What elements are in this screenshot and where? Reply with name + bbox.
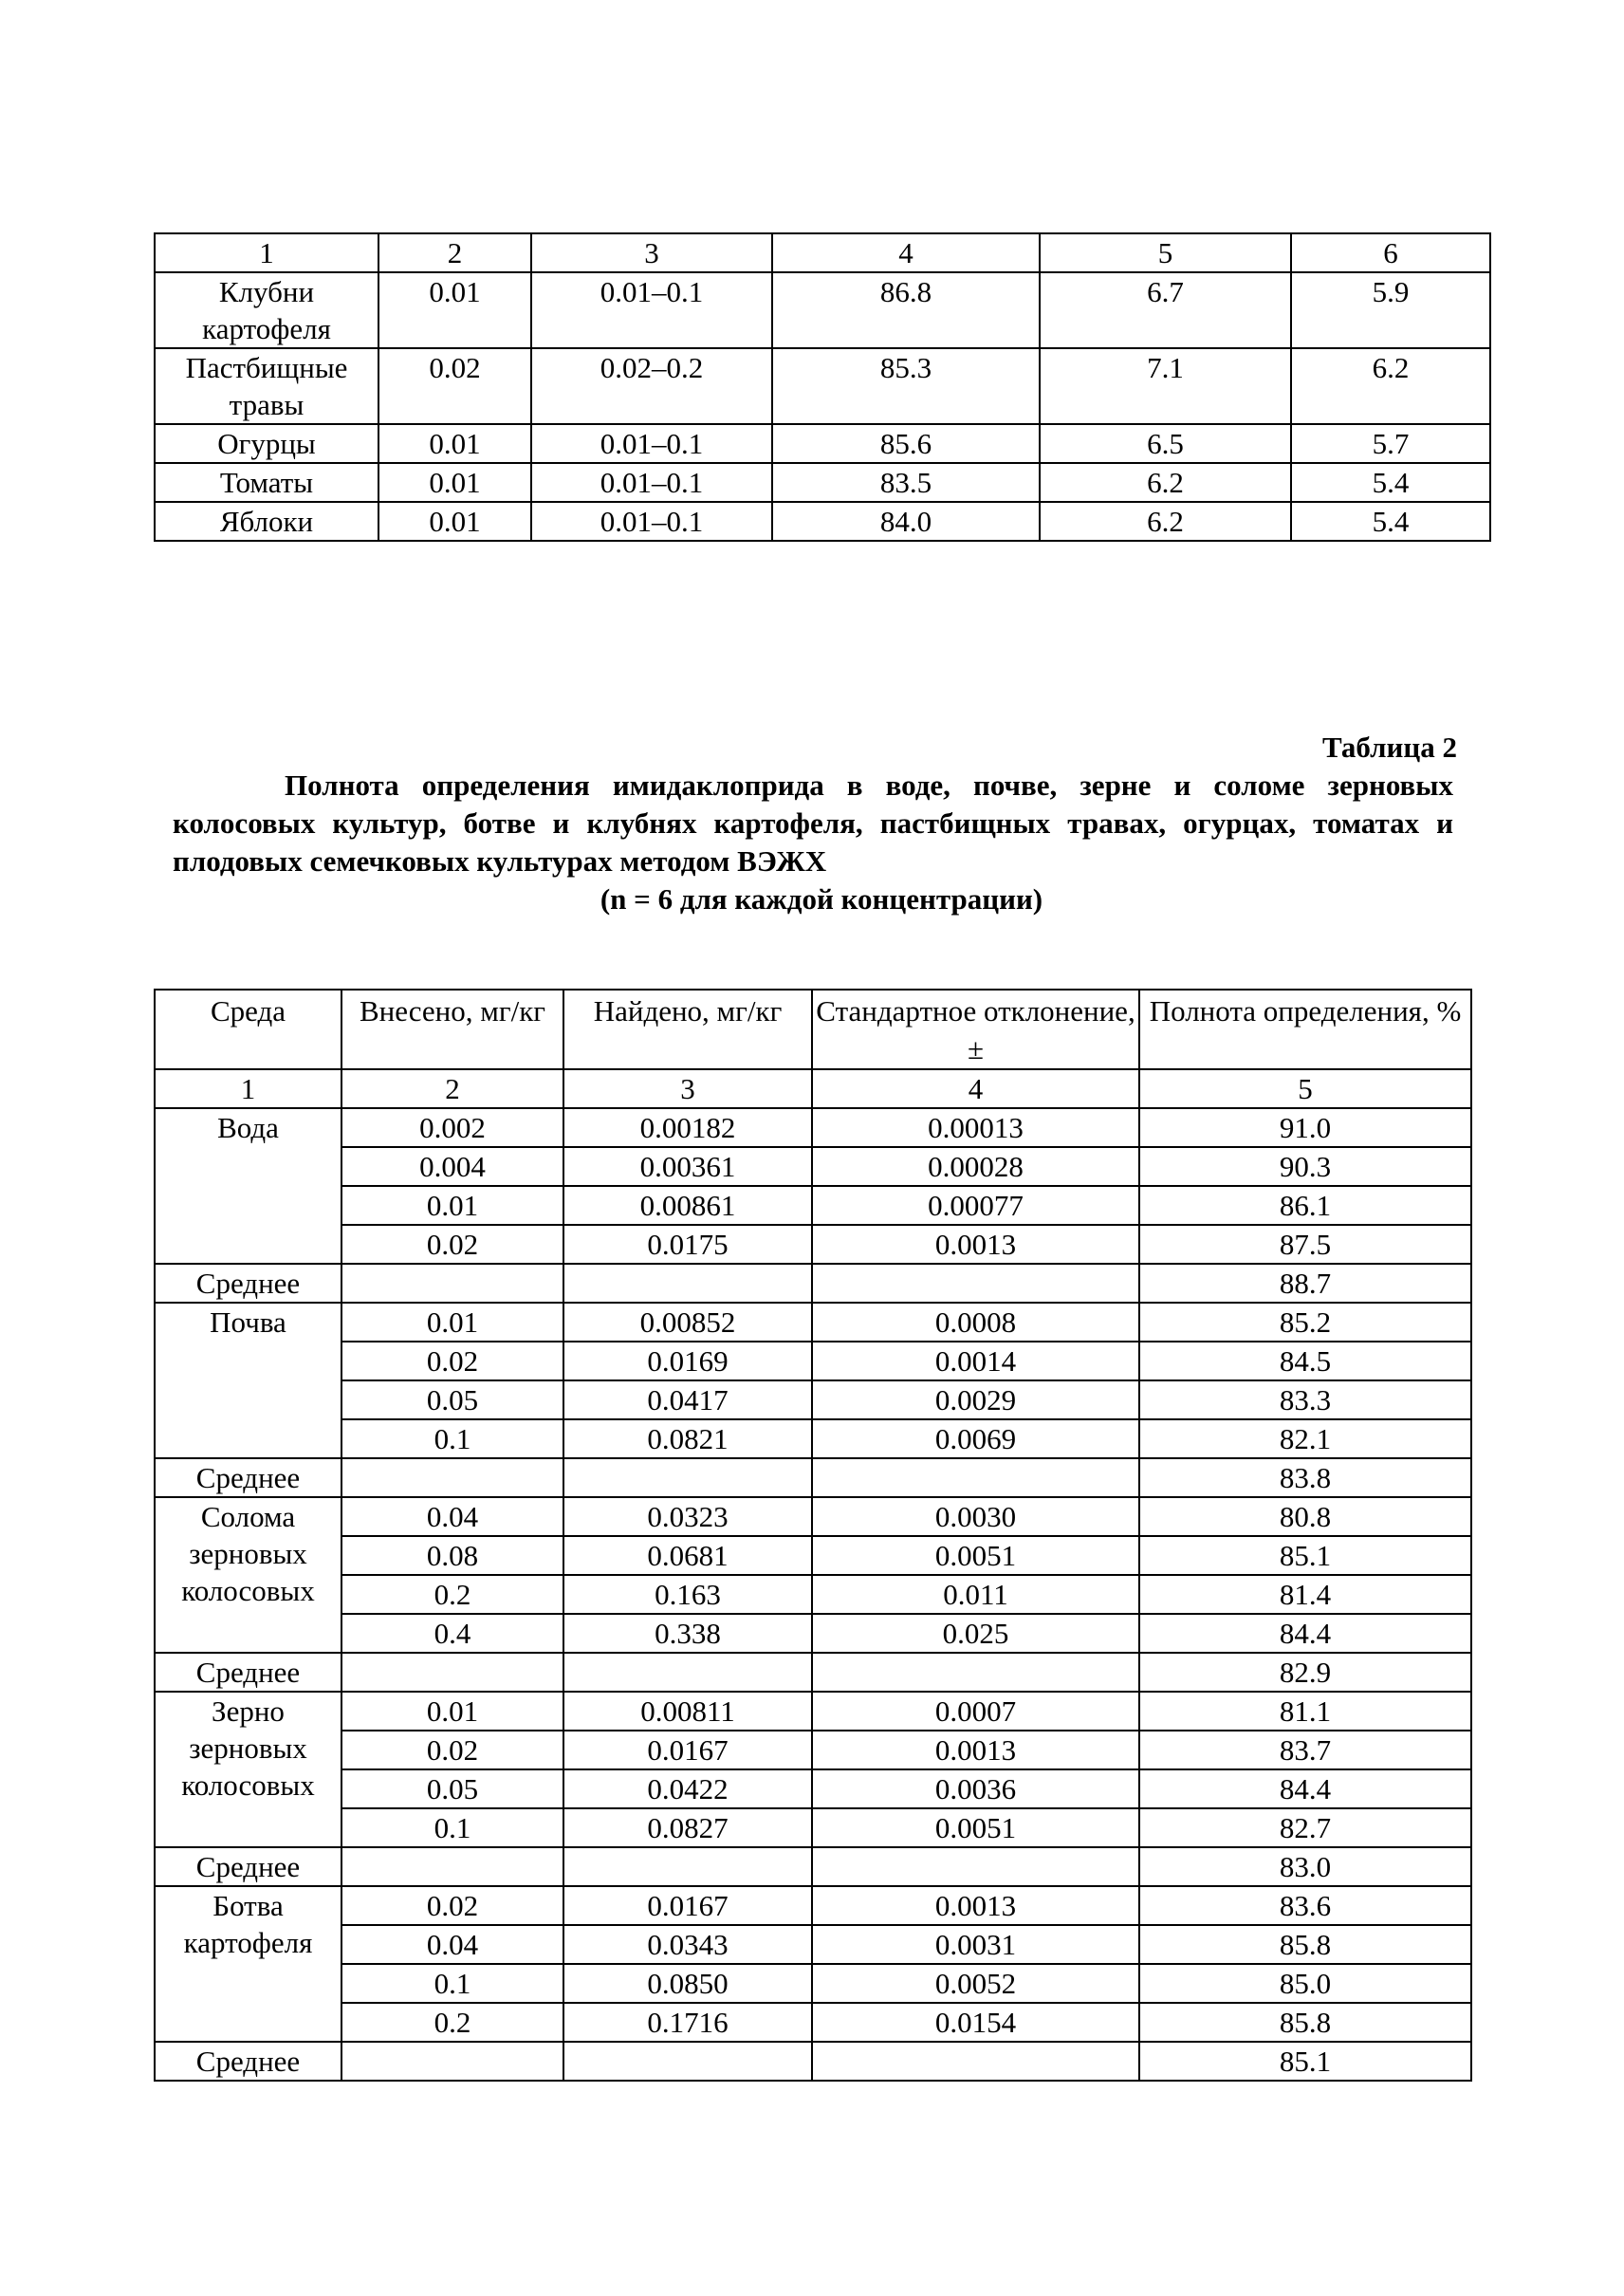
empty-cell	[563, 2042, 812, 2081]
value-cell: 0.05	[341, 1380, 563, 1419]
value-cell: 0.01	[341, 1692, 563, 1731]
value-cell: 0.08	[341, 1536, 563, 1575]
table-row	[155, 1731, 1471, 1769]
value-cell: 0.02–0.2	[531, 348, 772, 424]
value-cell: 0.0323	[563, 1497, 812, 1536]
value-cell: 0.0029	[812, 1380, 1139, 1419]
empty-cell	[563, 1653, 812, 1692]
mean-label-cell: Среднее	[155, 1653, 341, 1692]
value-cell: 0.01–0.1	[531, 272, 772, 348]
table-row	[155, 1925, 1471, 1964]
value-cell: 84.5	[1139, 1342, 1471, 1380]
value-cell: 7.1	[1040, 348, 1291, 424]
empty-cell	[563, 1458, 812, 1497]
table-2-note: (n = 6 для каждой концентрации)	[600, 882, 1043, 916]
column-number-cell: 2	[341, 1069, 563, 1108]
column-number-row	[155, 1069, 1471, 1108]
value-cell: 0.0051	[812, 1536, 1139, 1575]
crop-name-cell: Клубни картофеля	[155, 272, 378, 348]
value-cell: 0.01	[378, 272, 531, 348]
mean-label-cell: Среднее	[155, 1847, 341, 1886]
table-row	[155, 1692, 1471, 1731]
value-cell: 81.4	[1139, 1575, 1471, 1614]
value-cell: 0.01	[378, 463, 531, 502]
table-row	[155, 1886, 1471, 1925]
value-cell: 82.7	[1139, 1808, 1471, 1847]
crop-name-cell: Яблоки	[155, 502, 378, 541]
table-row	[155, 1419, 1471, 1458]
value-cell: 80.8	[1139, 1497, 1471, 1536]
value-cell: 0.004	[341, 1147, 563, 1186]
value-cell: 0.02	[341, 1886, 563, 1925]
table-row	[155, 348, 1490, 424]
value-cell: 0.02	[341, 1731, 563, 1769]
table-row	[155, 1225, 1471, 1264]
value-cell: 84.4	[1139, 1614, 1471, 1653]
table-row	[155, 1108, 1471, 1147]
table-row	[155, 463, 1490, 502]
column-number-cell: 3	[531, 233, 772, 272]
empty-cell	[341, 1458, 563, 1497]
value-cell: 0.01	[341, 1303, 563, 1342]
value-cell: 0.02	[341, 1225, 563, 1264]
column-number-cell: 4	[772, 233, 1040, 272]
table-2	[154, 989, 1472, 2082]
value-cell: 5.4	[1291, 463, 1490, 502]
table-row	[155, 1808, 1471, 1847]
value-cell: 0.02	[341, 1342, 563, 1380]
value-cell: 83.6	[1139, 1886, 1471, 1925]
table-row	[155, 1497, 1471, 1536]
value-cell: 85.8	[1139, 2003, 1471, 2042]
mean-row	[155, 1847, 1471, 1886]
mean-value-cell: 88.7	[1139, 1264, 1471, 1303]
column-number-cell: 6	[1291, 233, 1490, 272]
table-row	[155, 2003, 1471, 2042]
value-cell: 0.2	[341, 2003, 563, 2042]
column-header-cell: Полнота определения, %	[1139, 990, 1471, 1069]
value-cell: 83.7	[1139, 1731, 1471, 1769]
value-cell: 0.4	[341, 1614, 563, 1653]
column-header-cell: Найдено, мг/кг	[563, 990, 812, 1069]
value-cell: 85.6	[772, 424, 1040, 463]
value-cell: 0.0417	[563, 1380, 812, 1419]
empty-cell	[341, 1847, 563, 1886]
value-cell: 87.5	[1139, 1225, 1471, 1264]
value-cell: 85.3	[772, 348, 1040, 424]
value-cell: 0.025	[812, 1614, 1139, 1653]
table-1-continuation	[154, 232, 1491, 542]
value-cell: 0.0031	[812, 1925, 1139, 1964]
value-cell: 0.0422	[563, 1769, 812, 1808]
table-row	[155, 424, 1490, 463]
mean-row	[155, 1653, 1471, 1692]
table-row	[155, 1575, 1471, 1614]
crop-name-cell: Огурцы	[155, 424, 378, 463]
column-header-cell: Стандартное отклонение, ±	[812, 990, 1139, 1069]
value-cell: 0.00852	[563, 1303, 812, 1342]
value-cell: 90.3	[1139, 1147, 1471, 1186]
table-row	[155, 1769, 1471, 1808]
table-2-label: Таблица 2	[1322, 731, 1457, 764]
table-2-title: Полнота определения имидаклоприда в воде, почве, зерне и соломе зерновых колосовых культур, ботве и клубнях картофеля, пастбищных травах, огурцах, томатах и плодовых семечковых культурах методом ВЭЖХ	[173, 768, 1453, 878]
crop-name-cell: Томаты	[155, 463, 378, 502]
value-cell: 82.1	[1139, 1419, 1471, 1458]
value-cell: 0.0007	[812, 1692, 1139, 1731]
value-cell: 86.1	[1139, 1186, 1471, 1225]
column-number-cell: 1	[155, 1069, 341, 1108]
value-cell: 6.7	[1040, 272, 1291, 348]
mean-row	[155, 1458, 1471, 1497]
value-cell: 84.0	[772, 502, 1040, 541]
value-cell: 0.05	[341, 1769, 563, 1808]
mean-label-cell: Среднее	[155, 2042, 341, 2081]
value-cell: 0.0014	[812, 1342, 1139, 1380]
value-cell: 0.00361	[563, 1147, 812, 1186]
value-cell: 6.2	[1040, 463, 1291, 502]
value-cell: 0.0167	[563, 1886, 812, 1925]
column-header-row	[155, 990, 1471, 1069]
empty-cell	[341, 2042, 563, 2081]
medium-cell: Зерно зерновых колосовых	[155, 1692, 341, 1847]
value-cell: 0.01–0.1	[531, 424, 772, 463]
value-cell: 84.4	[1139, 1769, 1471, 1808]
column-number-cell: 5	[1139, 1069, 1471, 1108]
value-cell: 0.1	[341, 1964, 563, 2003]
mean-value-cell: 85.1	[1139, 2042, 1471, 2081]
value-cell: 0.01–0.1	[531, 502, 772, 541]
value-cell: 0.1	[341, 1419, 563, 1458]
value-cell: 85.2	[1139, 1303, 1471, 1342]
value-cell: 0.00077	[812, 1186, 1139, 1225]
empty-cell	[341, 1264, 563, 1303]
column-number-cell: 2	[378, 233, 531, 272]
empty-cell	[812, 1847, 1139, 1886]
value-cell: 0.0681	[563, 1536, 812, 1575]
value-cell: 0.00182	[563, 1108, 812, 1147]
mean-value-cell: 83.8	[1139, 1458, 1471, 1497]
value-cell: 0.0013	[812, 1731, 1139, 1769]
value-cell: 6.5	[1040, 424, 1291, 463]
value-cell: 0.0850	[563, 1964, 812, 2003]
value-cell: 0.00013	[812, 1108, 1139, 1147]
value-cell: 83.3	[1139, 1380, 1471, 1419]
value-cell: 86.8	[772, 272, 1040, 348]
medium-cell: Солома зерновых колосовых	[155, 1497, 341, 1653]
value-cell: 0.0036	[812, 1769, 1139, 1808]
value-cell: 85.0	[1139, 1964, 1471, 2003]
value-cell: 6.2	[1291, 348, 1490, 424]
value-cell: 0.1716	[563, 2003, 812, 2042]
mean-value-cell: 82.9	[1139, 1653, 1471, 1692]
value-cell: 0.00861	[563, 1186, 812, 1225]
table-row	[155, 272, 1490, 348]
table-row	[155, 1303, 1471, 1342]
table-row	[155, 502, 1490, 541]
value-cell: 0.0069	[812, 1419, 1139, 1458]
empty-cell	[812, 1653, 1139, 1692]
empty-cell	[812, 1264, 1139, 1303]
column-number-cell: 3	[563, 1069, 812, 1108]
value-cell: 0.0030	[812, 1497, 1139, 1536]
empty-cell	[812, 1458, 1139, 1497]
value-cell: 0.2	[341, 1575, 563, 1614]
value-cell: 0.01–0.1	[531, 463, 772, 502]
empty-cell	[812, 2042, 1139, 2081]
value-cell: 85.8	[1139, 1925, 1471, 1964]
table-row	[155, 1380, 1471, 1419]
table-row	[155, 1342, 1471, 1380]
value-cell: 5.7	[1291, 424, 1490, 463]
value-cell: 0.00811	[563, 1692, 812, 1731]
value-cell: 0.0167	[563, 1731, 812, 1769]
mean-value-cell: 83.0	[1139, 1847, 1471, 1886]
value-cell: 0.02	[378, 348, 531, 424]
table-header-row	[155, 233, 1490, 272]
value-cell: 5.4	[1291, 502, 1490, 541]
crop-name-cell: Пастбищные травы	[155, 348, 378, 424]
value-cell: 6.2	[1040, 502, 1291, 541]
table-row	[155, 1536, 1471, 1575]
column-number-cell: 1	[155, 233, 378, 272]
table-row	[155, 1147, 1471, 1186]
value-cell: 0.338	[563, 1614, 812, 1653]
value-cell: 0.0343	[563, 1925, 812, 1964]
empty-cell	[563, 1847, 812, 1886]
value-cell: 0.002	[341, 1108, 563, 1147]
table-row	[155, 1186, 1471, 1225]
value-cell: 0.01	[378, 424, 531, 463]
value-cell: 0.0008	[812, 1303, 1139, 1342]
value-cell: 0.1	[341, 1808, 563, 1847]
value-cell: 0.04	[341, 1497, 563, 1536]
medium-cell: Ботва картофеля	[155, 1886, 341, 2042]
value-cell: 0.0052	[812, 1964, 1139, 2003]
value-cell: 0.0154	[812, 2003, 1139, 2042]
value-cell: 81.1	[1139, 1692, 1471, 1731]
value-cell: 0.01	[378, 502, 531, 541]
value-cell: 85.1	[1139, 1536, 1471, 1575]
empty-cell	[563, 1264, 812, 1303]
value-cell: 0.01	[341, 1186, 563, 1225]
value-cell: 0.0051	[812, 1808, 1139, 1847]
mean-row	[155, 2042, 1471, 2081]
column-header-cell: Среда	[155, 990, 341, 1069]
empty-cell	[341, 1653, 563, 1692]
value-cell: 0.0013	[812, 1225, 1139, 1264]
value-cell: 0.0175	[563, 1225, 812, 1264]
value-cell: 0.0169	[563, 1342, 812, 1380]
mean-label-cell: Среднее	[155, 1264, 341, 1303]
value-cell: 83.5	[772, 463, 1040, 502]
column-header-cell: Внесено, мг/кг	[341, 990, 563, 1069]
medium-cell: Почва	[155, 1303, 341, 1458]
value-cell: 0.0013	[812, 1886, 1139, 1925]
value-cell: 0.04	[341, 1925, 563, 1964]
table-row	[155, 1614, 1471, 1653]
table-row	[155, 1964, 1471, 2003]
value-cell: 0.011	[812, 1575, 1139, 1614]
value-cell: 0.0821	[563, 1419, 812, 1458]
column-number-cell: 4	[812, 1069, 1139, 1108]
medium-cell: Вода	[155, 1108, 341, 1264]
mean-label-cell: Среднее	[155, 1458, 341, 1497]
value-cell: 5.9	[1291, 272, 1490, 348]
value-cell: 0.0827	[563, 1808, 812, 1847]
value-cell: 0.00028	[812, 1147, 1139, 1186]
value-cell: 0.163	[563, 1575, 812, 1614]
mean-row	[155, 1264, 1471, 1303]
column-number-cell: 5	[1040, 233, 1291, 272]
value-cell: 91.0	[1139, 1108, 1471, 1147]
